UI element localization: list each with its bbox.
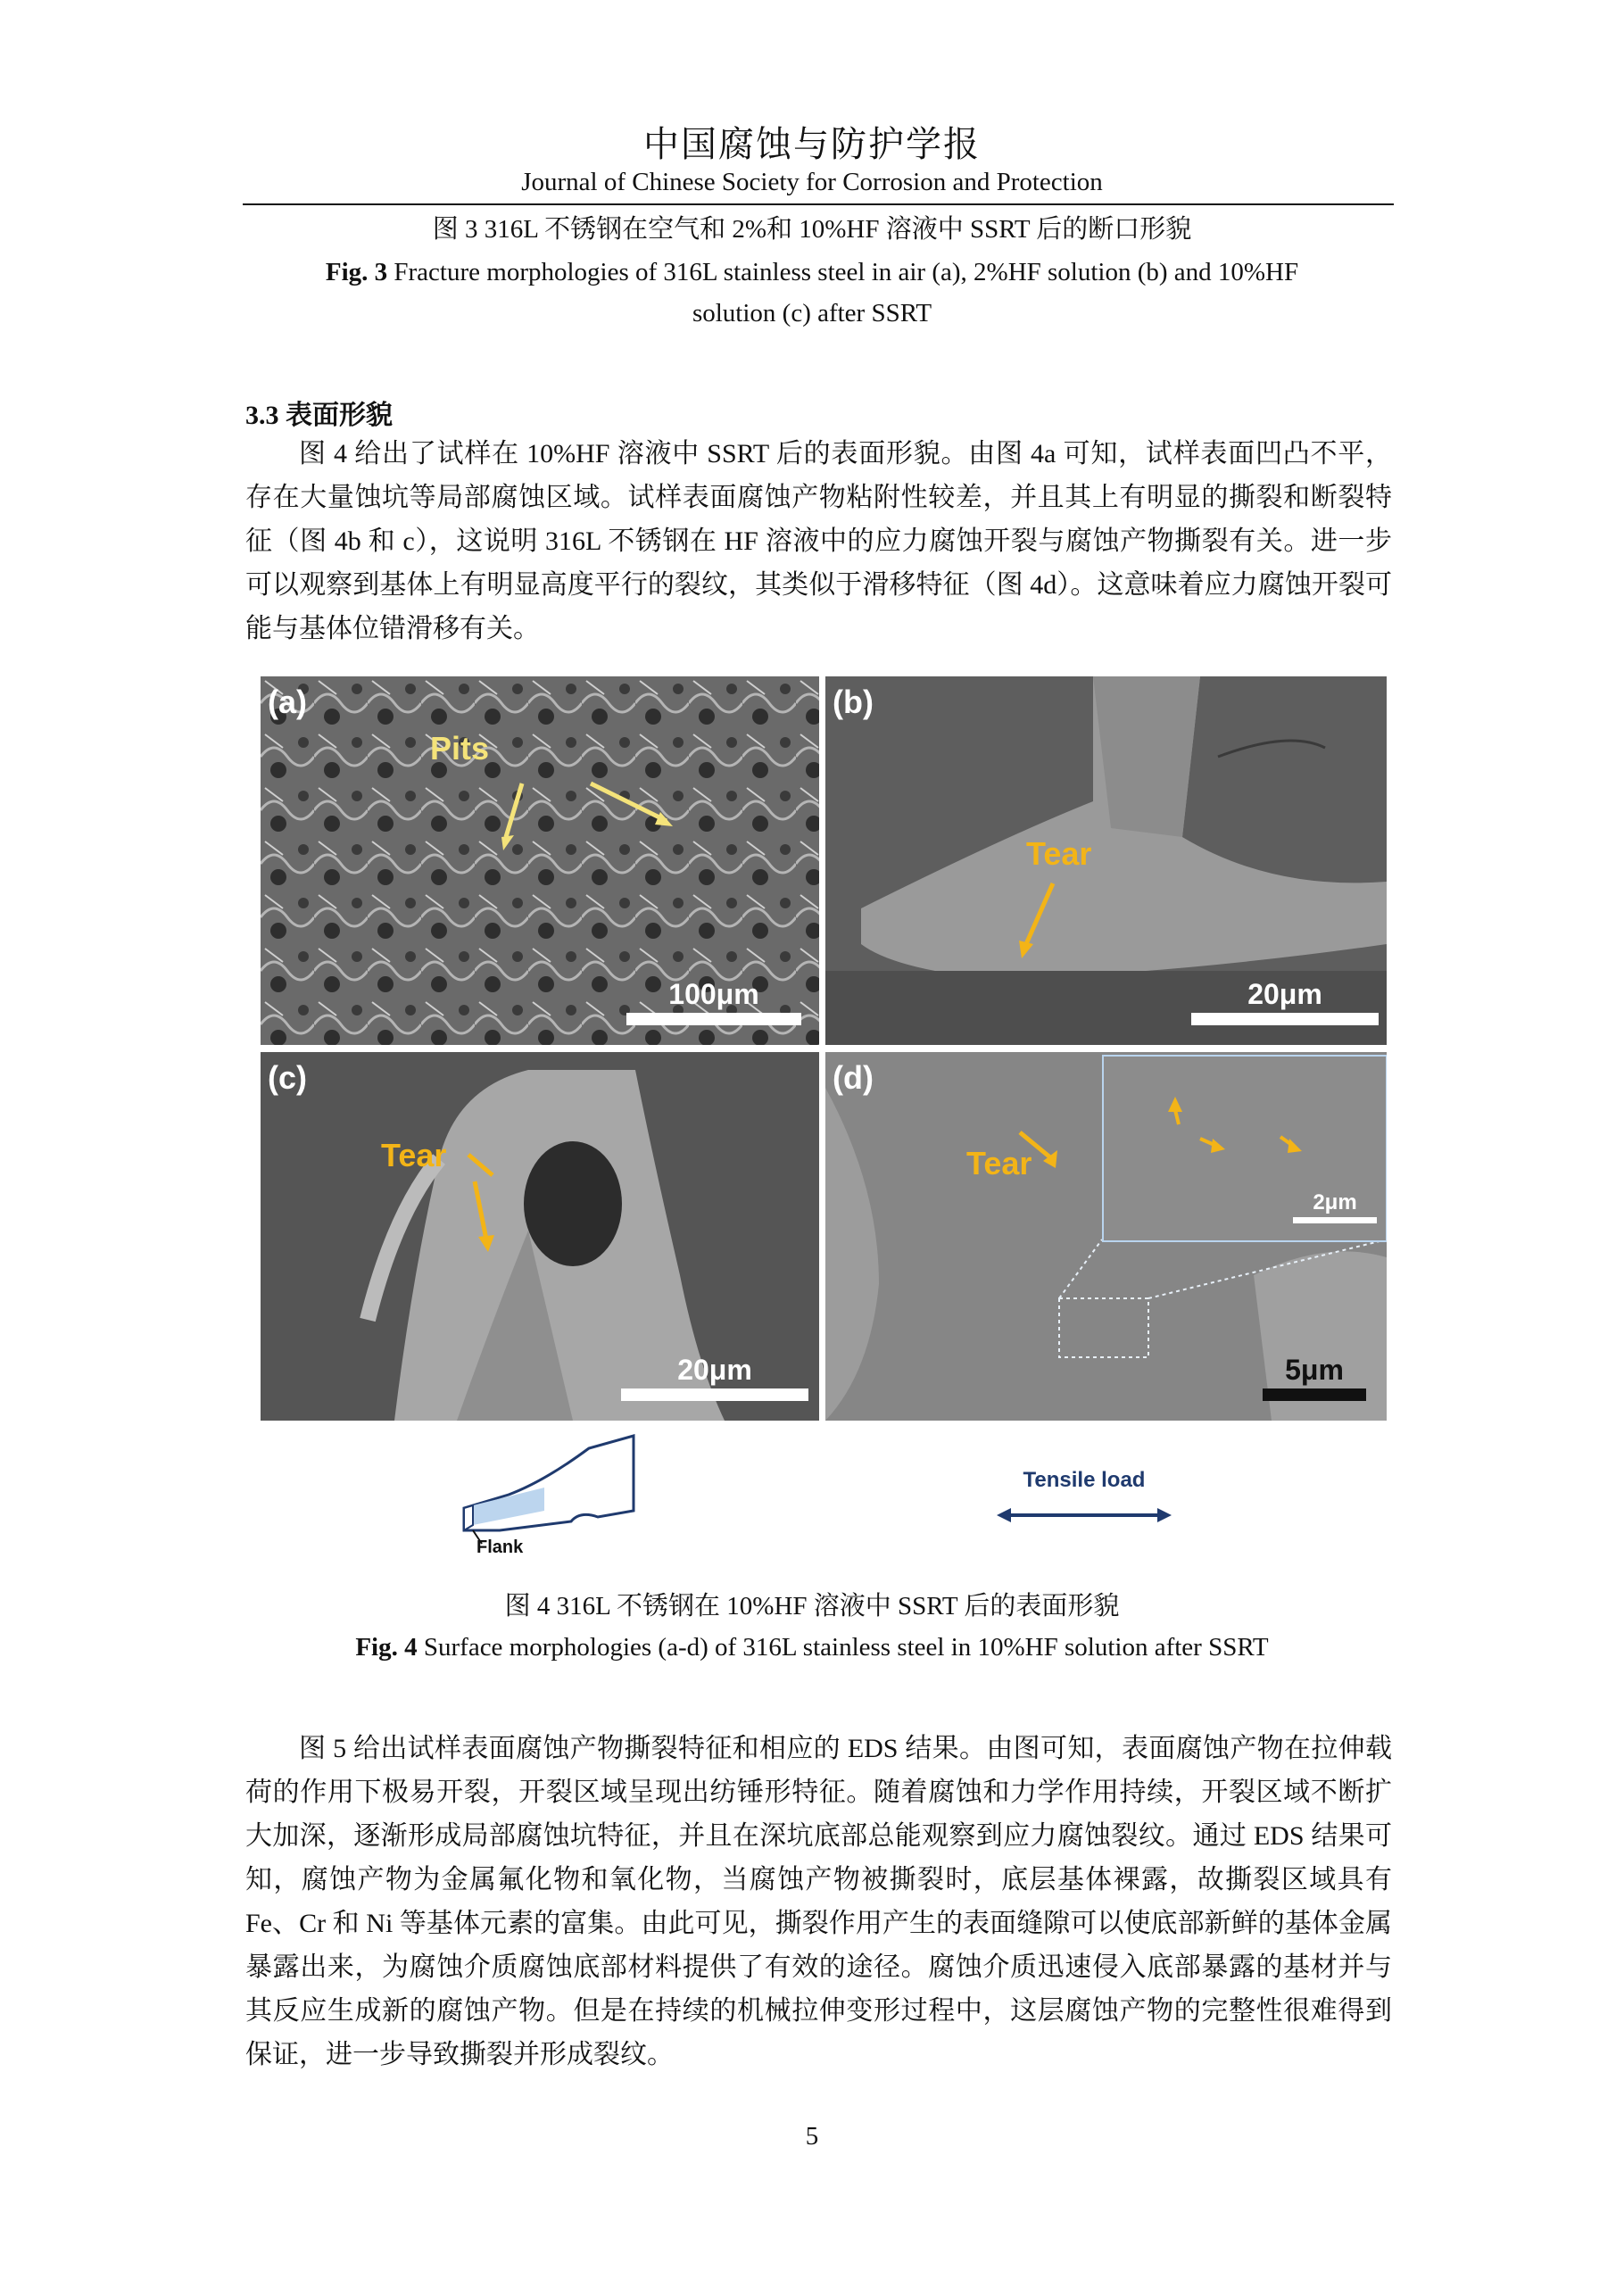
double-arrow-icon [995,1506,1173,1524]
panel-b [825,676,1387,1045]
journal-title-en: Journal of Chinese Society for Corrosion and Protection [521,168,1103,196]
panel-b-annotation: Tear [1026,835,1092,872]
panel-d-annotation: Tear [966,1145,1032,1181]
panel-c [261,1052,819,1421]
fig3-label: Fig. 3 [325,258,388,286]
panel-d-scale-label: 5μm [1285,1354,1344,1386]
panel-d-inset [1102,1055,1387,1242]
panel-c-scalebar [621,1354,808,1401]
paragraph-2-text: 图 5 给出试样表面腐蚀产物撕裂特征和相应的 EDS 结果。由图可知，表面腐蚀产物在拉伸载荷的作用下极易开裂，开裂区域呈现出纺锤形特征。随着腐蚀和力学作用持续，开裂区域不断扩大加深，逐渐形成局部腐蚀坑特征，并且在深坑底部总能观察到应力腐蚀裂纹。通过 EDS 结果可知，腐蚀产物为金属氟化物和氧化物，当腐蚀产物被撕裂时，底层基体裸露，故撕裂区域具有 Fe、Cr 和 Ni 等基体元素的富集。由此可见，撕裂作用产生的表面缝隙可以使底部新鲜的基体金属暴露出来，为腐蚀介质腐蚀底部材料提供了有效的途径。腐蚀介质迅速侵入底部暴露的基材并与其反应生成新的腐蚀产物。但是在持续的机械拉伸变形过程中，这层腐蚀产物的完整性很难得到保证，进一步导致撕裂并形成裂纹。 [245,1734,1392,2069]
page-number: 5 [805,2122,819,2151]
figure-4 [261,676,1387,1421]
panel-b-scale-line [1191,1013,1379,1025]
panel-d-label: (d) [833,1059,874,1096]
panel-a-scalebar [626,978,801,1025]
panel-a [261,676,819,1045]
fig4-caption-en [0,1627,1624,1668]
panel-c-label: (c) [268,1059,307,1096]
panel-c-annotation: Tear [381,1137,447,1173]
panel-a-label: (a) [268,684,307,720]
fig3-caption-en-line2: solution (c) after SSRT [692,299,932,327]
panel-a-annotation: Pits [430,730,490,767]
tensile-load-label: Tensile load [1023,1468,1146,1492]
fig3-caption-en [0,252,1624,293]
panel-b-scalebar [1191,978,1379,1025]
panel-d [825,1052,1387,1421]
journal-title-cn: 中国腐蚀与防护学报 [643,124,981,164]
flank-label: Flank [476,1538,524,1557]
paragraph-1-text: 图 4 给出了试样在 10%HF 溶液中 SSRT 后的表面形貌。由图 4a 可知，试样表面凹凸不平，存在大量蚀坑等局部腐蚀区域。试样表面腐蚀产物粘附性较差，并且其上有明显的撕裂和断裂特征（图 4b 和 c），这说明 316L 不锈钢在 HF 溶液中的应力腐蚀开裂与腐蚀产物撕裂有关。进一步可以观察到基体上有明显高度平行的裂纹，其类似于滑移特征（图 4d）。这意味着应力腐蚀开裂可能与基体位错滑移有关。 [245,439,1392,643]
panel-c-scale-label: 20μm [677,1354,752,1386]
paragraph-1 [245,432,1392,651]
panel-a-scale-line [626,1013,801,1025]
panel-b-scale-label: 20μm [1247,978,1322,1010]
panel-b-label: (b) [833,684,874,720]
fig3-caption-cn: 图 3 316L 不锈钢在空气和 2%和 10%HF 溶液中 SSRT 后的断口形貌 [432,215,1192,244]
fig4-label: Fig. 4 [355,1633,418,1662]
section-heading: 3.3 表面形貌 [245,401,393,430]
fig4-caption-cn: 图 4 316L 不锈钢在 10%HF 溶液中 SSRT 后的表面形貌 [504,1592,1120,1620]
fig4-caption-text: Surface morphologies (a-d) of 316L stainless steel in 10%HF solution after SSRT [417,1633,1269,1662]
fig3-caption-text: Fracture morphologies of 316L stainless steel in air (a), 2%HF solution (b) and 10%HF [387,258,1299,286]
panel-d-scale-line [1263,1388,1366,1401]
panel-d-inset-scale-line [1293,1217,1377,1223]
panel-a-scale-label: 100μm [668,978,759,1010]
paragraph-2 [245,1727,1392,2076]
header-rule [243,203,1394,205]
specimen-schematic [455,1432,660,1562]
panel-d-scalebar [1263,1354,1366,1401]
panel-d-inset-scalebar [1293,1190,1377,1223]
panel-d-inset-scale-label: 2μm [1313,1190,1357,1214]
panel-c-scale-line [621,1388,808,1401]
tensile-load-arrow [995,1506,1173,1524]
